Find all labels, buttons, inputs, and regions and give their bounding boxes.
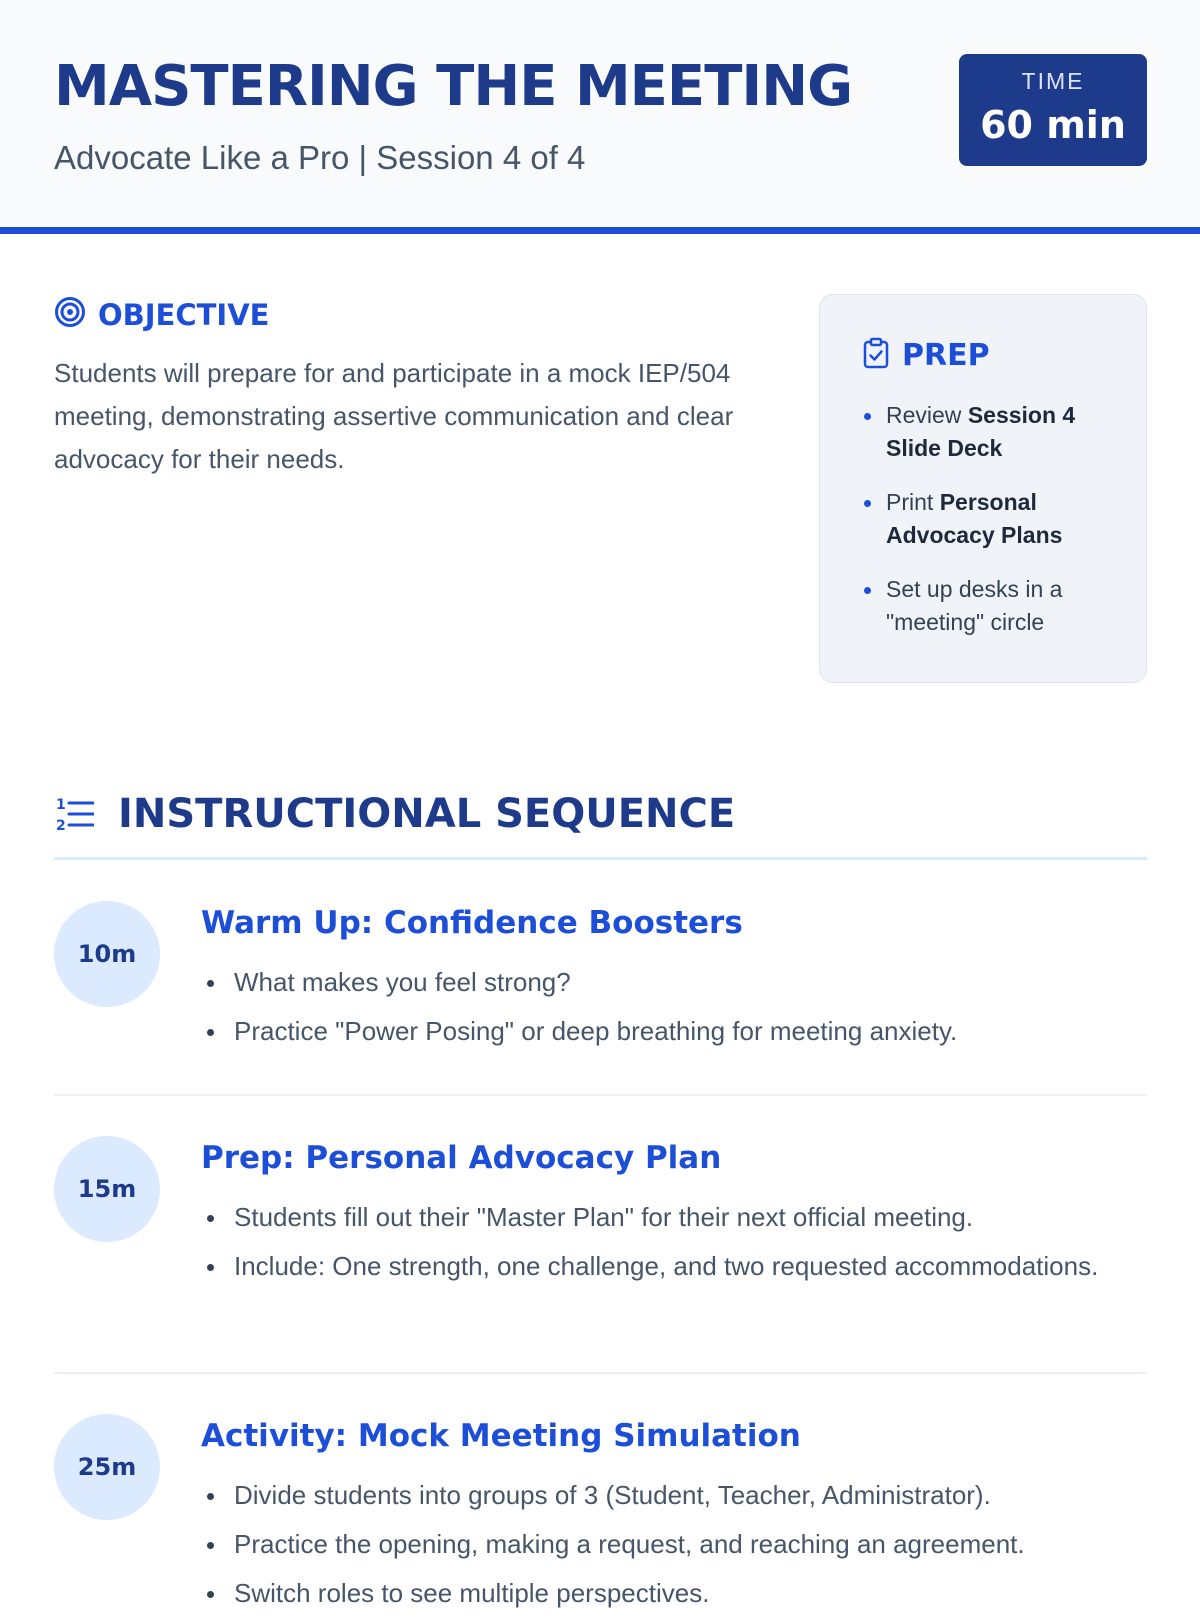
numbered-list-icon [54,794,94,839]
svg-text:2: 2 [56,818,66,834]
step-bullet: Divide students into groups of 3 (Student, Teacher, Administrator). [201,1474,1161,1517]
step-bullet: Practice the opening, making a request, and reaching an agreement. [201,1523,1161,1566]
page-subtitle: Advocate Like a Pro | Session 4 of 4 [54,139,586,176]
prep-label: PREP [902,338,990,373]
objective-text: Students will prepare for and participate in a mock IEP/504 meeting, demonstrating assertive communication and clear advocacy for their needs. [54,358,734,474]
target-icon [54,296,86,333]
duration-badge: 25m [54,1414,160,1520]
step-divider [54,1372,1147,1374]
step-bullet: Students fill out their "Master Plan" for their next official meeting. [201,1196,1101,1239]
step-bullets [201,1196,1101,1294]
time-label: TIME [1021,68,1085,94]
duration-badge: 15m [54,1136,160,1242]
step-bullet: Practice "Power Posing" or deep breathing for meeting anxiety. [201,1010,1101,1053]
step-bullet: What makes you feel strong? [201,961,1101,1004]
prep-item: Review Session 4 Slide Deck [864,399,1114,465]
prep-item: Set up desks in a "meeting" circle [864,573,1114,639]
prep-item: Print Personal Advocacy Plans [864,486,1114,552]
page-title: MASTERING THE MEETING [54,54,853,119]
svg-text:1: 1 [56,797,66,813]
step-bullet: Include: One strength, one challenge, and two requested accommodations. [201,1245,1101,1288]
time-badge [959,54,1147,166]
step-title: Activity: Mock Meeting Simulation [201,1418,801,1454]
duration-badge: 10m [54,901,160,1007]
step-title: Prep: Personal Advocacy Plan [201,1140,722,1176]
sequence-heading [54,788,1147,860]
prep-list [864,399,1114,660]
prep-card [819,294,1147,683]
page-header [0,0,1200,234]
prep-heading [862,337,990,374]
clipboard-check-icon [862,337,890,374]
step-title: Warm Up: Confidence Boosters [201,905,743,941]
step-divider [54,1094,1147,1096]
step-bullet: Switch roles to see multiple perspectives. [201,1572,1161,1615]
step-bullets [201,1474,1161,1621]
objective-label: OBJECTIVE [98,297,270,332]
sequence-title: INSTRUCTIONAL SEQUENCE [118,791,736,837]
objective-heading [54,296,269,333]
step-bullets [201,961,1101,1059]
time-value: 60 min [980,103,1126,147]
